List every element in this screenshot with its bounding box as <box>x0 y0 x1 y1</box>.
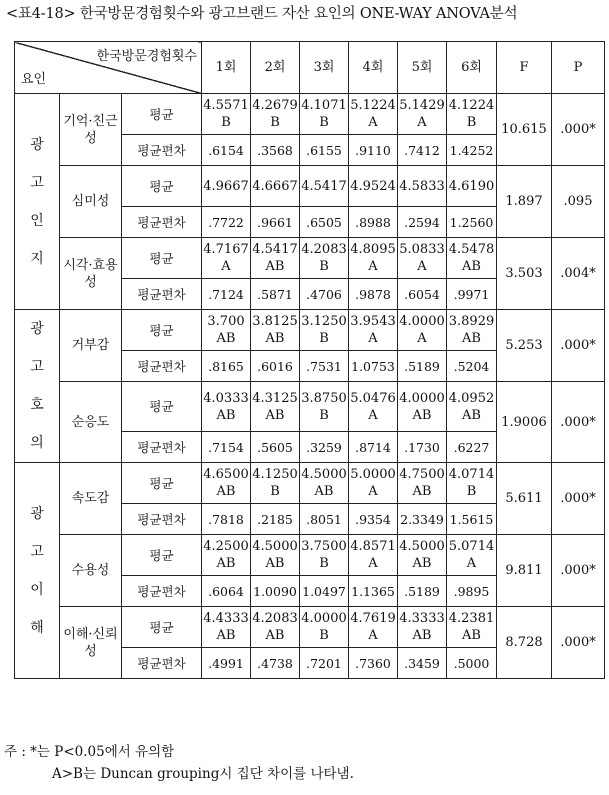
diagonal-header-cell <box>15 42 202 94</box>
sd-value: .9110 <box>349 135 398 166</box>
sd-value: .8051 <box>300 504 349 535</box>
category-cell <box>15 310 60 463</box>
p-value: .000* <box>552 382 605 463</box>
sd-value: .8714 <box>349 432 398 463</box>
mean-value: 4.0000 <box>301 611 347 626</box>
duncan-group: B <box>221 115 231 130</box>
duncan-group: B <box>319 259 329 274</box>
mean-cell <box>349 382 398 432</box>
duncan-group: B <box>270 115 280 130</box>
duncan-group: B <box>466 484 477 499</box>
sd-value: .8988 <box>349 207 398 238</box>
table-row <box>15 166 605 207</box>
mean-cell <box>447 166 497 207</box>
sd-value: .4738 <box>251 648 300 679</box>
mean-value: 4.0000 <box>399 314 445 329</box>
note-duncan: A>B는 Duncan grouping시 집단 차이를 나타냄. <box>52 766 354 782</box>
sd-value: .7722 <box>202 207 251 238</box>
duncan-group: AB <box>265 556 285 571</box>
sd-label: 평균편차 <box>122 279 202 310</box>
sd-value: .6155 <box>300 135 349 166</box>
mean-cell <box>398 94 447 135</box>
mean-value: 5.0714 <box>448 539 495 554</box>
sd-value: .8165 <box>202 351 251 382</box>
sd-value: .3568 <box>251 135 300 166</box>
p-value: .000* <box>552 310 605 382</box>
sd-value: .5189 <box>398 351 447 382</box>
mean-cell <box>349 535 398 576</box>
mean-value: 3.1250 <box>301 314 347 329</box>
duncan-group: A <box>221 259 231 274</box>
mean-cell <box>398 166 447 207</box>
mean-value: 4.7500 <box>399 467 445 482</box>
duncan-group: AB <box>412 556 432 571</box>
table-row <box>15 607 605 648</box>
duncan-group: B <box>319 556 329 571</box>
f-value: 1.897 <box>497 166 552 238</box>
mean-value: 4.2679 <box>252 98 298 113</box>
mean-cell <box>447 463 497 504</box>
mean-label: 평균 <box>122 463 202 504</box>
sd-value: .7412 <box>398 135 447 166</box>
p-value: .000* <box>552 463 605 535</box>
mean-cell <box>202 310 251 351</box>
sd-value: .2185 <box>251 504 300 535</box>
mean-cell <box>349 238 398 279</box>
mean-cell <box>349 310 398 351</box>
factor-name: 순응도 <box>60 382 122 463</box>
sd-label: 평균편차 <box>122 432 202 463</box>
table-row <box>15 535 605 576</box>
duncan-group: AB <box>265 259 285 274</box>
sd-value: .9895 <box>447 576 497 607</box>
mean-cell <box>251 238 300 279</box>
mean-value: 3.8929 <box>448 314 495 329</box>
sd-value: 1.0497 <box>300 576 349 607</box>
sd-value: .5204 <box>447 351 497 382</box>
mean-label: 평균 <box>122 607 202 648</box>
factor-header: 요인 <box>21 72 47 87</box>
mean-value: 4.2381 <box>448 611 495 626</box>
mean-cell <box>251 310 300 351</box>
mean-label: 평균 <box>122 535 202 576</box>
table-row <box>15 382 605 432</box>
mean-cell <box>398 382 447 432</box>
mean-value: 4.5478 <box>448 242 495 257</box>
category-label: 광고호의 <box>30 321 44 451</box>
mean-value: 4.8571 <box>350 539 396 554</box>
f-value: 5.611 <box>497 463 552 535</box>
f-header: F <box>497 42 552 94</box>
p-value: .000* <box>552 535 605 607</box>
p-header: P <box>552 42 605 94</box>
duncan-group: B <box>319 331 329 346</box>
f-value: 10.615 <box>497 94 552 166</box>
sd-value: .5189 <box>398 576 447 607</box>
duncan-group: AB <box>216 556 236 571</box>
mean-value: 3.9543 <box>350 314 396 329</box>
sd-value: .6064 <box>202 576 251 607</box>
mean-value: 4.5000 <box>301 467 347 482</box>
mean-value: 4.0714 <box>448 467 495 482</box>
duncan-group: AB <box>265 407 285 423</box>
sd-value: .6505 <box>300 207 349 238</box>
mean-value: 4.5417 <box>252 242 298 257</box>
factor-name: 거부감 <box>60 310 122 382</box>
mean-value: 4.3333 <box>399 611 445 626</box>
duncan-group: AB <box>412 407 432 423</box>
sd-value: .6227 <box>447 432 497 463</box>
category-label: 광고이해 <box>30 505 44 636</box>
table-caption: <표4-18> 한국방문경험횟수와 광고브랜드 자산 요인의 ONE-WAY ANOVA분석 <box>6 6 518 22</box>
sd-value: .7154 <box>202 432 251 463</box>
sd-value: .5871 <box>251 279 300 310</box>
mean-value: 4.9667 <box>203 178 249 194</box>
mean-cell <box>349 94 398 135</box>
mean-value: 5.1429 <box>399 98 445 113</box>
sd-label: 평균편차 <box>122 207 202 238</box>
duncan-group: AB <box>216 628 236 643</box>
duncan-group: A <box>368 115 378 130</box>
mean-cell <box>300 607 349 648</box>
p-value: .000* <box>552 607 605 679</box>
table-notes <box>4 741 354 785</box>
duncan-group: AB <box>462 628 481 643</box>
mean-value: 4.3125 <box>252 390 298 406</box>
mean-cell <box>202 382 251 432</box>
mean-cell <box>447 310 497 351</box>
mean-cell <box>349 607 398 648</box>
mean-value: 4.5571 <box>203 98 249 113</box>
sd-label: 평균편차 <box>122 576 202 607</box>
mean-value: 4.9524 <box>350 178 396 194</box>
f-value: 9.811 <box>497 535 552 607</box>
duncan-group: A <box>466 556 477 571</box>
visit-header-6: 6회 <box>447 42 497 94</box>
mean-cell <box>398 607 447 648</box>
sd-label: 평균편차 <box>122 648 202 679</box>
mean-cell <box>202 535 251 576</box>
mean-cell <box>251 463 300 504</box>
sd-value: .7360 <box>349 648 398 679</box>
mean-value: 5.0000 <box>350 467 396 482</box>
sd-value: 1.0090 <box>251 576 300 607</box>
table-row <box>15 94 605 135</box>
duncan-group: AB <box>216 484 236 499</box>
duncan-group: A <box>368 259 378 274</box>
anova-table <box>14 41 605 679</box>
mean-value: 4.1224 <box>448 98 495 113</box>
factor-name: 기억·친근성 <box>60 94 122 166</box>
visit-header-3: 3회 <box>300 42 349 94</box>
duncan-group: A <box>368 484 378 499</box>
factor-name: 이해·신뢰성 <box>60 607 122 679</box>
duncan-group: AB <box>462 407 481 423</box>
sd-value: .9661 <box>251 207 300 238</box>
visit-header-1: 1회 <box>202 42 251 94</box>
mean-cell <box>300 535 349 576</box>
sd-value: 1.0753 <box>349 351 398 382</box>
sd-value: 1.1365 <box>349 576 398 607</box>
duncan-group: AB <box>462 331 481 346</box>
mean-value: 5.0476 <box>350 390 396 406</box>
sd-value: 2.3349 <box>398 504 447 535</box>
sd-value: .4706 <box>300 279 349 310</box>
sd-value: .7531 <box>300 351 349 382</box>
mean-cell <box>447 94 497 135</box>
factor-name: 수용성 <box>60 535 122 607</box>
sd-value: 1.2560 <box>447 207 497 238</box>
category-label: 광고인지 <box>30 136 44 267</box>
mean-value: 4.1071 <box>301 98 347 113</box>
mean-value: 3.7500 <box>301 539 347 554</box>
sd-value: .9354 <box>349 504 398 535</box>
sd-value: .3259 <box>300 432 349 463</box>
factor-name: 시각·효용성 <box>60 238 122 310</box>
sd-value: .7818 <box>202 504 251 535</box>
p-value: .000* <box>552 94 605 166</box>
mean-cell <box>398 463 447 504</box>
duncan-group: B <box>466 115 477 130</box>
duncan-group: A <box>368 407 378 423</box>
mean-value: 4.4333 <box>203 611 249 626</box>
duncan-group: AB <box>314 484 334 499</box>
mean-value: 4.7619 <box>350 611 396 626</box>
duncan-group: AB <box>216 331 236 346</box>
mean-value: 4.2500 <box>203 539 249 554</box>
duncan-group: B <box>270 484 280 499</box>
mean-cell <box>251 607 300 648</box>
p-value: .095 <box>552 166 605 238</box>
factor-name: 속도감 <box>60 463 122 535</box>
sd-value: 1.5615 <box>447 504 497 535</box>
mean-cell <box>300 463 349 504</box>
mean-cell <box>251 94 300 135</box>
duncan-group: AB <box>216 407 236 423</box>
mean-value: 5.1224 <box>350 98 396 113</box>
header-row <box>15 42 605 94</box>
mean-value: 4.0952 <box>448 390 495 406</box>
mean-value: 4.6667 <box>252 178 298 194</box>
f-value: 1.9006 <box>497 382 552 463</box>
mean-cell <box>300 310 349 351</box>
mean-value: 3.8125 <box>252 314 298 329</box>
sd-value: .5000 <box>447 648 497 679</box>
visit-header-2: 2회 <box>251 42 300 94</box>
mean-value: 4.6500 <box>203 467 249 482</box>
sd-value: .1730 <box>398 432 447 463</box>
sd-label: 평균편차 <box>122 504 202 535</box>
mean-cell <box>251 382 300 432</box>
mean-value: 3.8750 <box>301 390 347 406</box>
duncan-group: AB <box>412 628 432 643</box>
table-row <box>15 310 605 351</box>
duncan-group: A <box>368 628 378 643</box>
mean-cell <box>349 166 398 207</box>
duncan-group: A <box>368 331 378 346</box>
sd-label: 평균편차 <box>122 351 202 382</box>
mean-value: 3.700 <box>207 314 245 329</box>
mean-cell <box>398 535 447 576</box>
mean-value: 5.0833 <box>399 242 445 257</box>
mean-label: 평균 <box>122 166 202 207</box>
sd-value: .2594 <box>398 207 447 238</box>
mean-label: 평균 <box>122 94 202 135</box>
table-row <box>15 238 605 279</box>
mean-cell <box>398 238 447 279</box>
duncan-group: A <box>417 259 427 274</box>
f-value: 8.728 <box>497 607 552 679</box>
table-row <box>15 463 605 504</box>
mean-value: 4.0000 <box>399 390 445 406</box>
duncan-group: AB <box>462 259 481 274</box>
sd-value: .9971 <box>447 279 497 310</box>
duncan-group: AB <box>265 331 285 346</box>
sd-value: .6154 <box>202 135 251 166</box>
mean-cell <box>300 238 349 279</box>
mean-cell <box>251 535 300 576</box>
mean-label: 평균 <box>122 238 202 279</box>
mean-value: 4.7167 <box>203 242 249 257</box>
sd-value: .3459 <box>398 648 447 679</box>
sd-value: .5605 <box>251 432 300 463</box>
visit-count-header: 한국방문경험횟수 <box>96 49 197 64</box>
mean-cell <box>447 607 497 648</box>
duncan-group: B <box>319 628 329 643</box>
duncan-group: AB <box>412 484 432 499</box>
mean-value: 4.2083 <box>252 611 298 626</box>
mean-value: 4.6190 <box>448 178 495 194</box>
visit-header-5: 5회 <box>398 42 447 94</box>
mean-value: 4.0333 <box>203 390 249 406</box>
mean-cell <box>300 382 349 432</box>
mean-cell <box>447 382 497 432</box>
mean-cell <box>398 310 447 351</box>
mean-value: 4.8095 <box>350 242 396 257</box>
mean-label: 평균 <box>122 382 202 432</box>
sd-value: 1.4252 <box>447 135 497 166</box>
duncan-group: A <box>417 115 427 130</box>
sd-value: .6016 <box>251 351 300 382</box>
sd-value: .4991 <box>202 648 251 679</box>
f-value: 3.503 <box>497 238 552 310</box>
mean-value: 4.1250 <box>252 467 298 482</box>
duncan-group: B <box>319 115 329 130</box>
sd-label: 평균편차 <box>122 135 202 166</box>
mean-cell <box>202 238 251 279</box>
mean-cell <box>300 94 349 135</box>
duncan-group: A <box>368 556 378 571</box>
f-value: 5.253 <box>497 310 552 382</box>
sd-value: .7124 <box>202 279 251 310</box>
factor-name: 심미성 <box>60 166 122 238</box>
mean-cell <box>349 463 398 504</box>
mean-cell <box>251 166 300 207</box>
duncan-group: AB <box>265 628 285 643</box>
note-significance: 주 : *는 P<0.05에서 유의함 <box>4 744 175 760</box>
mean-cell <box>202 166 251 207</box>
mean-cell <box>300 166 349 207</box>
category-cell <box>15 463 60 679</box>
mean-value: 4.5417 <box>301 178 347 194</box>
duncan-group: A <box>417 331 427 346</box>
sd-value: .6054 <box>398 279 447 310</box>
mean-value: 4.5000 <box>252 539 298 554</box>
mean-cell <box>447 535 497 576</box>
sd-value: .9878 <box>349 279 398 310</box>
mean-value: 4.5000 <box>399 539 445 554</box>
sd-value: .7201 <box>300 648 349 679</box>
visit-header-4: 4회 <box>349 42 398 94</box>
mean-label: 평균 <box>122 310 202 351</box>
mean-value: 4.2083 <box>301 242 347 257</box>
category-cell <box>15 94 60 310</box>
mean-cell <box>202 463 251 504</box>
mean-cell <box>447 238 497 279</box>
duncan-group: B <box>319 407 329 423</box>
p-value: .004* <box>552 238 605 310</box>
mean-value: 4.5833 <box>399 178 445 194</box>
mean-cell <box>202 607 251 648</box>
mean-cell <box>202 94 251 135</box>
